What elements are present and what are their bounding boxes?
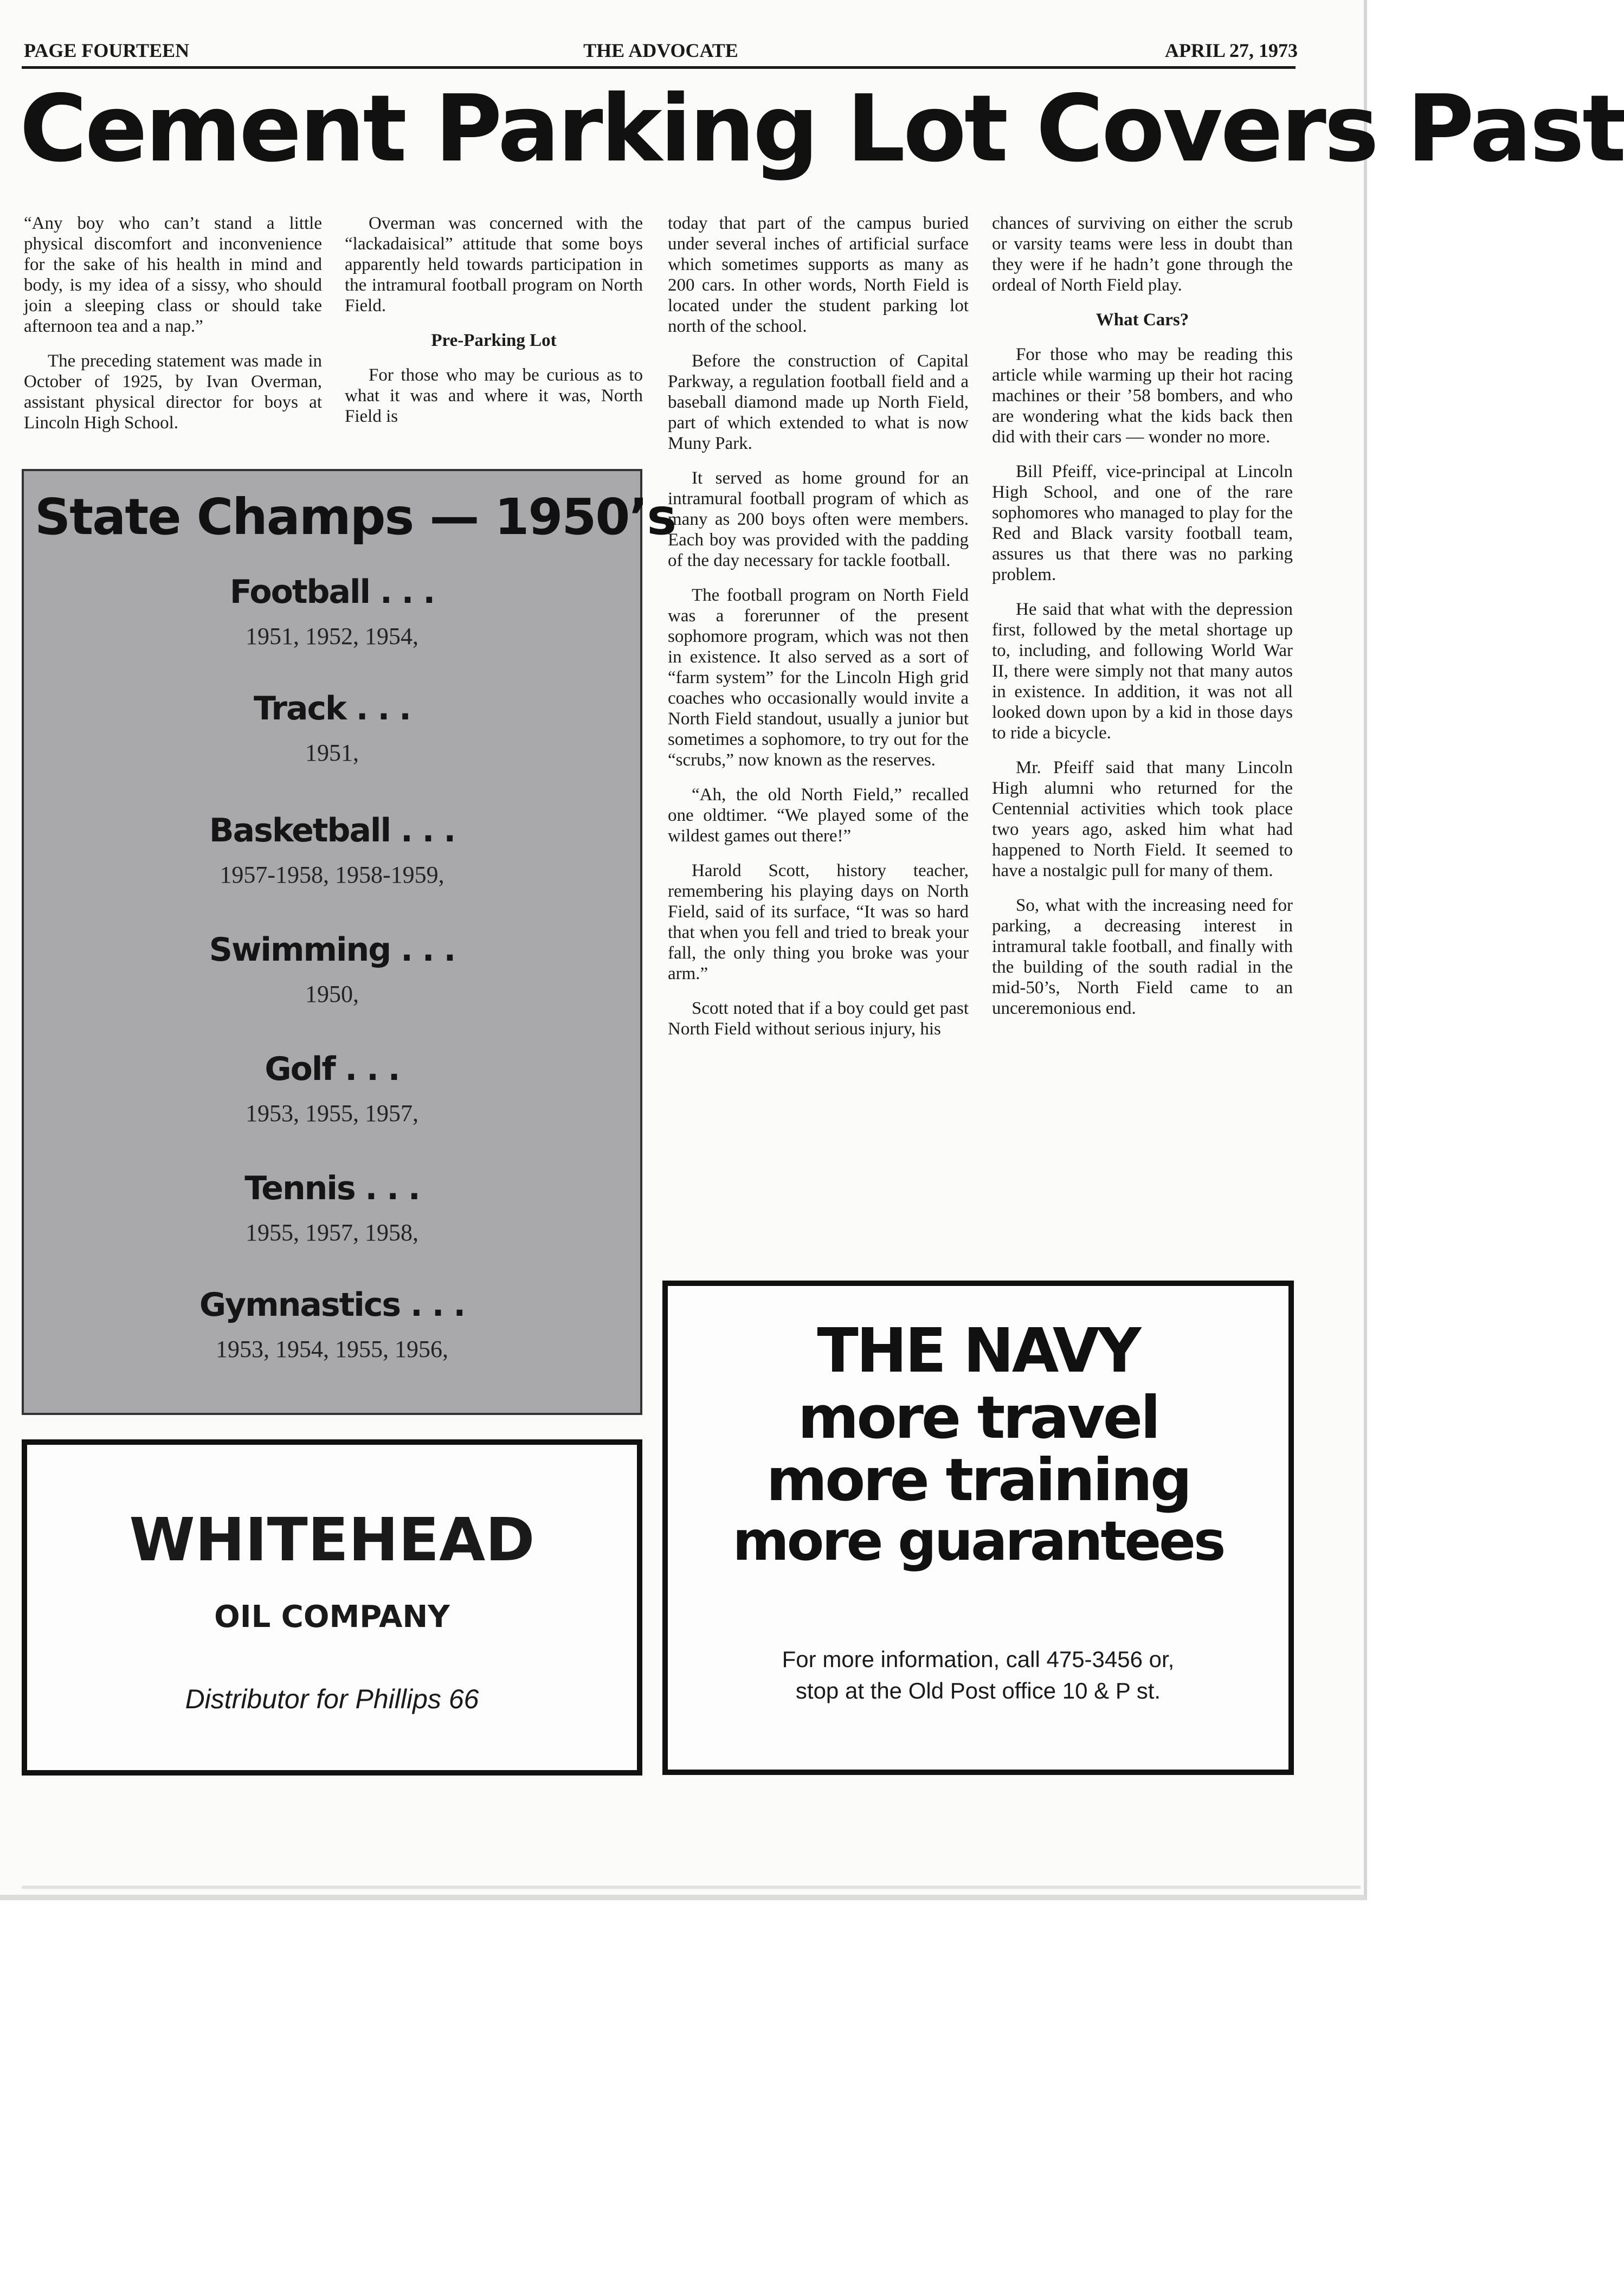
paper-name: THE ADVOCATE [583, 40, 738, 61]
champs-entry-gymnastics [24, 1284, 640, 1366]
article-paragraph: Bill Pfeiff, vice-principal at Lincoln High School, and one of the rare sophomores who managed to play for the Red and Black varsity football team, assures us that there was no parking problem. [992, 462, 1293, 584]
article-paragraph: Mr. Pfeiff said that many Lincoln High alumni who returned for the Centennial activities which took place two years ago, asked him what had happened to North Field. It seemed to have a nostalgic pull for many of them. [992, 758, 1293, 880]
whitehead-subtitle: OIL COMPANY [214, 1599, 450, 1635]
sport-years: 1953, 1954, 1955, 1956, [216, 1336, 448, 1362]
article-column-4 [992, 213, 1293, 1019]
sport-years: 1955, 1957, 1958, [246, 1219, 418, 1246]
article-paragraph: today that part of the campus buried under several inches of artificial surface which sometimes supports as many as 200 cars. In other words, North Field is located under the student parking lot north of the school. [668, 214, 969, 336]
state-champs-box [22, 469, 676, 1415]
article-paragraph: Harold Scott, history teacher, remembering his playing days on North Field, said of its surface, “It was so hard that when you fell and tried to break your fall, the only thing you broke was your arm.” [668, 861, 969, 983]
sport-years: 1953, 1955, 1957, [246, 1100, 418, 1127]
whitehead-distributor: Distributor for Phillips 66 [185, 1684, 479, 1714]
article-paragraph: He said that what with the depression first, followed by the metal shortage up to, including, and following World War II, there were simply not that many autos in existence. In addition, it was not all looked down upon by a kid in those days to ride a bicycle. [992, 600, 1293, 743]
whitehead-oil-ad [22, 1439, 642, 1776]
navy-info-line: For more information, call 475-3456 or, [782, 1646, 1175, 1672]
navy-ad [662, 1281, 1294, 1775]
subhead-pre-parking-lot: Pre-Parking Lot [431, 331, 557, 350]
champs-entry-track [24, 688, 640, 769]
sport-years: 1951, 1952, 1954, [246, 623, 418, 649]
champs-title: State Champs — 1950’s [35, 488, 676, 546]
navy-contact-info [668, 1644, 1288, 1707]
navy-info-line: stop at the Old Post office 10 & P st. [795, 1678, 1161, 1703]
article-paragraph: For those who may be curious as to what it was and where it was, North Field is [345, 365, 643, 426]
page-number: PAGE FOURTEEN [24, 40, 190, 61]
subhead-what-cars: What Cars? [1095, 310, 1189, 330]
sport-years: 1951, [305, 739, 359, 766]
article-paragraph: It served as home ground for an intramural football program of which as many as 200 boys often were members. Each boy was provided with the padding of the day necessary for tackle football. [668, 468, 969, 570]
champs-entry-golf [24, 1049, 640, 1130]
navy-line-training: more training [766, 1446, 1190, 1514]
whitehead-name: WHITEHEAD [129, 1505, 535, 1574]
article-paragraph: For those who may be reading this article while warming up their hot racing machines or their ’58 bombers, and who are wondering what the kids back then did with their cars — wonder no more. [992, 345, 1293, 447]
sport-name: Golf . . . [265, 1050, 399, 1088]
article-column-3 [668, 213, 969, 1039]
sport-name: Basketball . . . [209, 812, 455, 850]
article-column-2 [345, 213, 643, 427]
champs-entry-swimming [24, 929, 640, 1011]
sport-years: 1950, [305, 981, 359, 1007]
article-paragraph: The football program on North Field was a forerunner of the present sophomore program, which was not then in existence. It also served as a sort of “farm system” for the Lincoln High grid coaches who occasionally would invite a North Field standout, usually a junior but sometimes a sophomore, to try out for the “scrubs,” now known as the reserves. [668, 586, 969, 770]
article-paragraph: “Ah, the old North Field,” recalled one oldtimer. “We played some of the wildest games out there!” [668, 785, 969, 846]
navy-line-travel: more travel [797, 1384, 1159, 1452]
article-paragraph: “Any boy who can’t stand a little physical discomfort and inconvenience for the sake of his health in mind and body, is my idea of a sissy, who should join a sleeping class or should take afternoon tea and a nap.” [24, 214, 322, 336]
champs-entry-tennis [24, 1168, 640, 1249]
issue-date: APRIL 27, 1973 [1164, 40, 1298, 61]
article-paragraph: Scott noted that if a boy could get past North Field without serious injury, his [668, 999, 969, 1039]
sport-name: Gymnastics . . . [199, 1286, 465, 1324]
navy-line-guarantees: more guarantees [732, 1509, 1224, 1573]
article-paragraph: Overman was concerned with the “lackadaisical” attitude that some boys apparently held towards participation in the intramural football program on North Field. [345, 214, 643, 316]
sport-name: Swimming . . . [209, 931, 455, 969]
article-paragraph: chances of surviving on either the scrub or varsity teams were less in doubt than they were if he hadn’t gone through the ordeal of North Field play. [992, 214, 1293, 295]
page-bottom-rule [22, 1886, 1361, 1889]
sport-name: Tennis . . . [244, 1169, 420, 1207]
navy-headline: THE NAVY [817, 1316, 1139, 1386]
champs-entry-football [24, 571, 640, 653]
champs-entry-basketball [24, 810, 640, 891]
sport-name: Football . . . [229, 573, 435, 611]
headline: Cement Parking Lot Covers Past [20, 75, 1624, 183]
article-paragraph: Before the construction of Capital Parkway, a regulation football field and a baseball diamond made up North Field, part of which extended to what is now Muny Park. [668, 351, 969, 453]
masthead [24, 39, 1298, 66]
article-column-1 [24, 213, 322, 433]
sport-years: 1957-1958, 1958-1959, [220, 861, 444, 888]
sport-name: Track . . . [254, 690, 410, 728]
article-paragraph: The preceding statement was made in October of 1925, by Ivan Overman, assistant physical director for boys at Lincoln High School. [24, 351, 322, 433]
masthead-rule [22, 66, 1296, 69]
article-paragraph: So, what with the increasing need for parking, a decreasing interest in intramural takle football, and finally with the building of the south radial in the mid-50’s, North Field came to an unceremonious end. [992, 896, 1293, 1018]
